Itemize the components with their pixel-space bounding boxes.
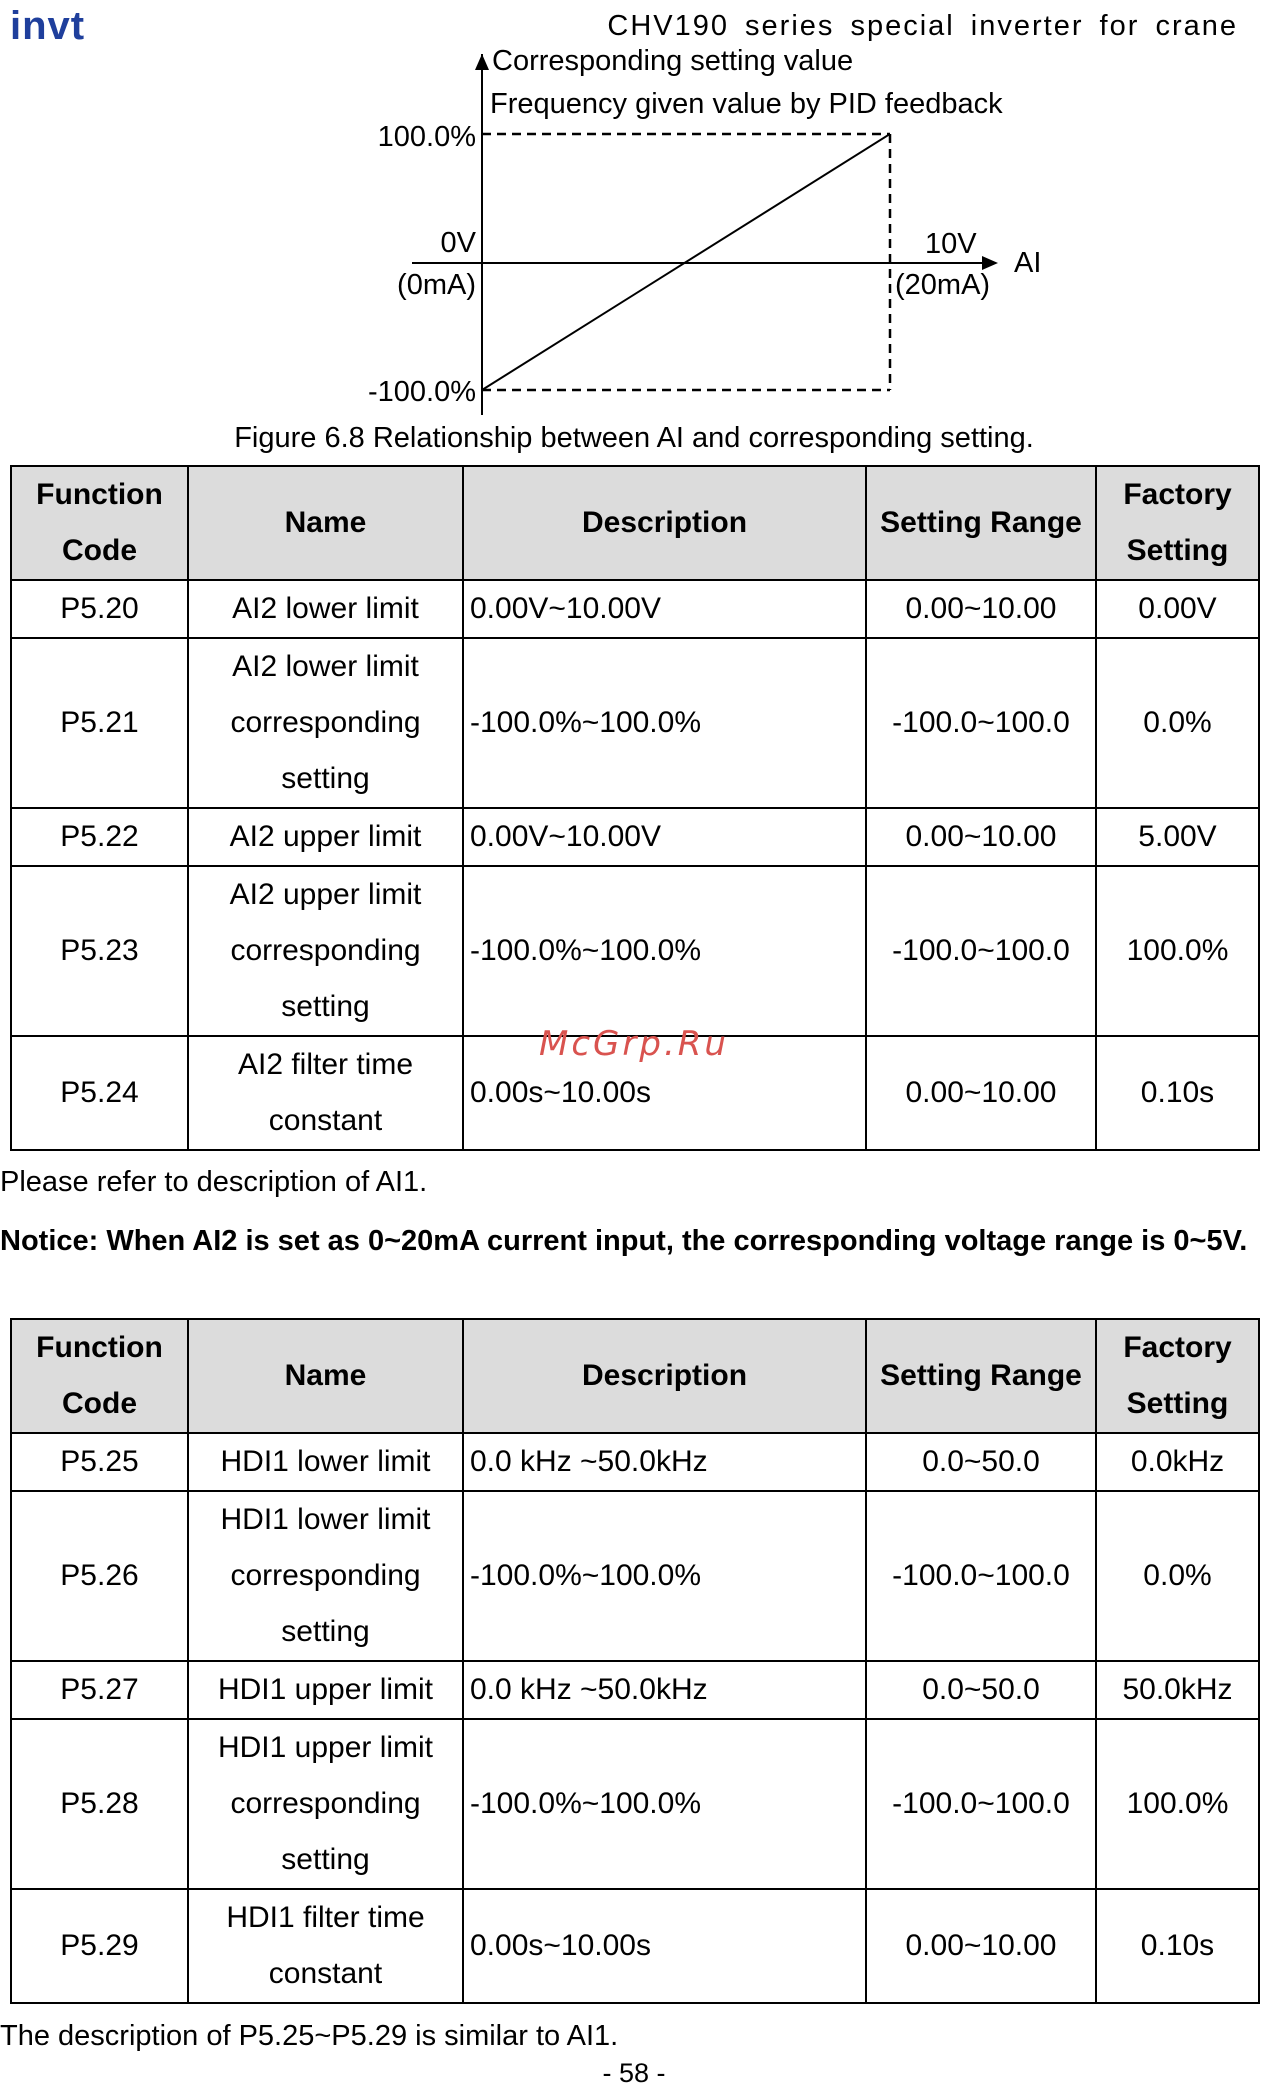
cell-factory: 0.10s: [1096, 1889, 1259, 2003]
table-row: [11, 1491, 1259, 1661]
cell-name-line: AI2 lower limit: [232, 650, 419, 683]
cell-range: 0.00~10.00: [866, 1889, 1096, 2003]
cell-name-line: HDI1 lower limit: [220, 1503, 431, 1536]
header-factory-line2: Setting: [1126, 1387, 1229, 1420]
table-row: [11, 638, 1259, 808]
y-top-label: 100.0%: [377, 121, 476, 153]
cell-range: 0.00~10.00: [866, 580, 1096, 638]
cell-name-line: corresponding: [230, 1787, 421, 1820]
cell-code: P5.22: [11, 808, 188, 866]
cell-name: [188, 580, 463, 638]
header-factory-setting: [1096, 1319, 1259, 1433]
y-axis-arrow: [475, 54, 489, 70]
header-factory-line1: Factory: [1123, 1331, 1232, 1364]
cell-code: P5.20: [11, 580, 188, 638]
header-title: CHV190 series special inverter for crane: [607, 10, 1238, 42]
cell-code: P5.21: [11, 638, 188, 808]
ai-relationship-figure: [0, 40, 1268, 420]
cell-factory: 100.0%: [1096, 866, 1259, 1036]
cell-name: [188, 1491, 463, 1661]
cell-factory: 100.0%: [1096, 1719, 1259, 1889]
cell-range: -100.0~100.0: [866, 638, 1096, 808]
header-description: Description: [463, 1319, 866, 1433]
x-end-voltage: 10V: [925, 228, 977, 260]
cell-code: P5.26: [11, 1491, 188, 1661]
cell-range: 0.00~10.00: [866, 1036, 1096, 1150]
cell-name: [188, 1889, 463, 2003]
table-header-row: [11, 1319, 1259, 1433]
header-factory-line2: Setting: [1126, 534, 1229, 567]
x-origin-current: (0mA): [397, 269, 476, 301]
table-row: [11, 866, 1259, 1036]
cell-code: P5.28: [11, 1719, 188, 1889]
cell-name-line: HDI1 upper limit: [217, 1731, 434, 1764]
cell-name-line: corresponding: [230, 1559, 421, 1592]
cell-code: P5.25: [11, 1433, 188, 1491]
cell-range: 0.0~50.0: [866, 1661, 1096, 1719]
page-number: - 58 -: [602, 2058, 666, 2088]
cell-factory: 50.0kHz: [1096, 1661, 1259, 1719]
y-axis-sublabel: Frequency given value by PID feedback: [490, 88, 1003, 120]
cell-factory: 0.0%: [1096, 638, 1259, 808]
header-code-line1: Function: [36, 478, 163, 511]
cell-range: -100.0~100.0: [866, 866, 1096, 1036]
cell-name-line: HDI1 upper limit: [217, 1673, 434, 1706]
table-row: [11, 808, 1259, 866]
cell-name-line: constant: [268, 1104, 383, 1137]
figure-caption: Figure 6.8 Relationship between AI and corresponding setting.: [234, 422, 1034, 454]
y-axis-label: Corresponding setting value: [492, 45, 854, 77]
table-header-row: [11, 466, 1259, 580]
note-ai1-reference: Please refer to description of AI1.: [0, 1166, 428, 1198]
invt-logo: invt: [10, 4, 86, 48]
cell-name-line: constant: [268, 1957, 383, 1990]
cell-name: [188, 866, 463, 1036]
cell-name-line: setting: [281, 1843, 370, 1876]
cell-name: [188, 1661, 463, 1719]
cell-code: P5.23: [11, 866, 188, 1036]
watermark: McGrp.Ru: [539, 1024, 729, 1064]
cell-range: -100.0~100.0: [866, 1491, 1096, 1661]
cell-description: -100.0%~100.0%: [463, 1719, 866, 1889]
table-row: [11, 1661, 1259, 1719]
table-row: [11, 1433, 1259, 1491]
notice-text: Notice: When AI2 is set as 0~20mA current input, the corresponding voltage range is 0~5V.: [0, 1225, 1248, 1257]
cell-name-line: HDI1 lower limit: [220, 1445, 431, 1478]
cell-factory: 0.10s: [1096, 1036, 1259, 1150]
header-function-code: [11, 466, 188, 580]
cell-range: 0.0~50.0: [866, 1433, 1096, 1491]
cell-name-line: AI2 filter time: [237, 1048, 414, 1081]
header-description: Description: [463, 466, 866, 580]
header-name: Name: [188, 1319, 463, 1433]
cell-name: [188, 638, 463, 808]
header-factory-setting: [1096, 466, 1259, 580]
cell-code: P5.27: [11, 1661, 188, 1719]
cell-name: [188, 1433, 463, 1491]
cell-name-line: corresponding: [230, 706, 421, 739]
cell-description: -100.0%~100.0%: [463, 638, 866, 808]
cell-description: 0.0 kHz ~50.0kHz: [463, 1433, 866, 1491]
cell-factory: 5.00V: [1096, 808, 1259, 866]
header-code-line2: Code: [62, 1387, 137, 1420]
cell-name-line: AI2 lower limit: [232, 592, 419, 625]
cell-factory: 0.00V: [1096, 580, 1259, 638]
cell-factory: 0.0%: [1096, 1491, 1259, 1661]
cell-range: -100.0~100.0: [866, 1719, 1096, 1889]
cell-description: 0.00V~10.00V: [463, 808, 866, 866]
cell-name-line: setting: [281, 990, 370, 1023]
cell-name-line: setting: [281, 762, 370, 795]
x-axis-label: AI: [1014, 247, 1042, 279]
header-code-line1: Function: [36, 1331, 163, 1364]
cell-factory: 0.0kHz: [1096, 1433, 1259, 1491]
cell-name-line: HDI1 filter time: [226, 1901, 425, 1934]
cell-name-line: AI2 upper limit: [229, 878, 422, 911]
cell-code: P5.29: [11, 1889, 188, 2003]
cell-name-line: setting: [281, 1615, 370, 1648]
table-row: [11, 1889, 1259, 2003]
cell-range: 0.00~10.00: [866, 808, 1096, 866]
header-function-code: [11, 1319, 188, 1433]
header-code-line2: Code: [62, 534, 137, 567]
x-end-current: (20mA): [895, 269, 991, 301]
table-row: [11, 580, 1259, 638]
header-name: Name: [188, 466, 463, 580]
cell-description: 0.00s~10.00s: [463, 1036, 866, 1150]
cell-description: -100.0%~100.0%: [463, 1491, 866, 1661]
cell-name-line: corresponding: [230, 934, 421, 967]
cell-description: -100.0%~100.0%: [463, 866, 866, 1036]
cell-name: [188, 1719, 463, 1889]
table-row: [11, 1719, 1259, 1889]
cell-name: [188, 808, 463, 866]
header-setting-range: Setting Range: [866, 466, 1096, 580]
header-setting-range: Setting Range: [866, 1319, 1096, 1433]
header-factory-line1: Factory: [1123, 478, 1232, 511]
note-p525-p529: The description of P5.25~P5.29 is similar to AI1.: [0, 2020, 619, 2052]
cell-description: 0.00s~10.00s: [463, 1889, 866, 2003]
x-axis-arrow: [982, 256, 998, 270]
y-bottom-label: -100.0%: [367, 376, 476, 408]
cell-name-line: AI2 upper limit: [229, 820, 422, 853]
cell-description: 0.00V~10.00V: [463, 580, 866, 638]
cell-description: 0.0 kHz ~50.0kHz: [463, 1661, 866, 1719]
x-origin-voltage: 0V: [440, 227, 476, 259]
cell-code: P5.24: [11, 1036, 188, 1150]
hdi1-parameter-table: [10, 1318, 1260, 2004]
